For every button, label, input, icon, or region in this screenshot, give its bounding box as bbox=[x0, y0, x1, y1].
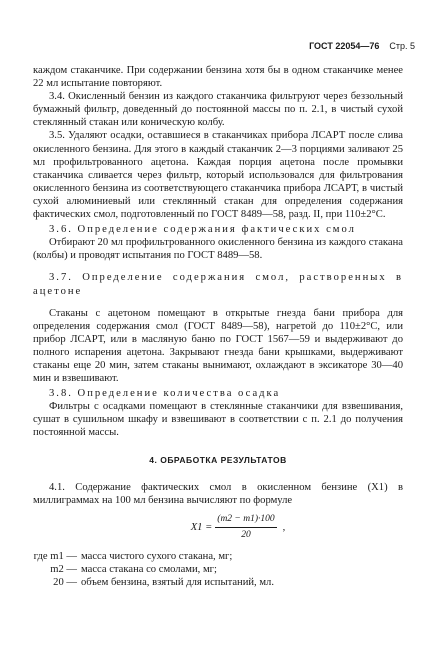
page-header bbox=[309, 41, 415, 51]
formula-fraction bbox=[215, 513, 276, 542]
heading-3-7: 3.7. Определение содержания смол, растворенных в ацетоне bbox=[33, 272, 403, 297]
page-number: Стр. 5 bbox=[389, 41, 415, 51]
legend-key: где m1 — bbox=[33, 551, 77, 562]
legend-key: 20 — bbox=[53, 577, 77, 589]
section-title: 4. ОБРАБОТКА РЕЗУЛЬТАТОВ bbox=[149, 454, 287, 465]
formula-trail: , bbox=[282, 521, 286, 533]
paragraph-4-1: 4.1. Содержание фактических смол в окисленном бензине (X1) в миллиграммах на 100 мл бензина вычисляют по формуле bbox=[33, 481, 403, 506]
legend-text: масса стакана со смолами, мг; bbox=[81, 564, 217, 576]
heading-3-8: 3.8. Определение количества осадка bbox=[49, 388, 281, 400]
legend-text: объем бензина, взятый для испытаний, мл. bbox=[81, 577, 274, 589]
paragraph-continuation: каждом стаканчике. При содержании бензина хотя бы в одном стаканчике менее 22 мл испытание повторяют. bbox=[33, 65, 403, 90]
formula-lhs: X1 = bbox=[190, 521, 213, 533]
paragraph-3-4: 3.4. Окисленный бензин из каждого стаканчика фильтруют через беззольный бумажный фильтр, доведенный до постоянной массы по п. 2.1, в чистый сухой стеклянный стакан или коническую колбу. bbox=[33, 91, 403, 129]
document-body bbox=[33, 64, 403, 589]
formula-numerator: (m2 − m1)·100 bbox=[215, 513, 276, 528]
paragraph-3-6: Отбирают 20 мл профильтрованного окисленного бензина из каждого стакана (колбы) и проводят испытания по ГОСТ 8489—58. bbox=[33, 237, 403, 262]
legend-text: масса чистого сухого стакана, мг; bbox=[81, 551, 233, 562]
standard-number: ГОСТ 22054—76 bbox=[309, 41, 380, 51]
paragraph-3-7: Стаканы с ацетоном помещают в открытые гнезда бани прибора для определения содержания смол (ГОСТ 8489—58), нагретой до 110±2°С, или прибор ЛСАРТ, или в масляную баню по ГОСТ 1567—59 и выдерживают до полного испарения ацетона. Закрывают гнезда бани крышками, выдерживают стаканы еще 20 мин, затем стаканы вынимают, охлаждают в эксикаторе 30—40 мин и взвешивают. bbox=[33, 307, 403, 385]
paragraph-3-5: 3.5. Удаляют осадки, оставшиеся в стаканчиках прибора ЛСАРТ после слива окисленного бензина. Для этого в каждый стаканчик 2—3 порциями заливают 25 мл профильтрованного ацетона. Каждая порция ацетона после промывки стаканчика сливается через фильтр, который использовался для фильтрования окисленного бензина из соответствующего стаканчика прибора ЛСАРТ, в чистый сухой алюминиевый или стеклянный стакан для определения содержания фактических смол, подготовленный по ГОСТ 8489—58, разд. II, при 110±2°С. bbox=[33, 130, 403, 221]
formula bbox=[73, 513, 403, 542]
heading-3-6: 3.6. Определение содержания фактических смол bbox=[49, 224, 356, 236]
paragraph-3-8: Фильтры с осадками помещают в стеклянные стаканчики для взвешивания, сушат в сушильном шкафу и взвешивают в соответствии с п. 2.1 до получения постоянной массы. bbox=[33, 401, 403, 439]
legend-key: m2 — bbox=[50, 564, 77, 576]
formula-legend bbox=[33, 550, 403, 589]
formula-denominator: 20 bbox=[241, 529, 251, 540]
